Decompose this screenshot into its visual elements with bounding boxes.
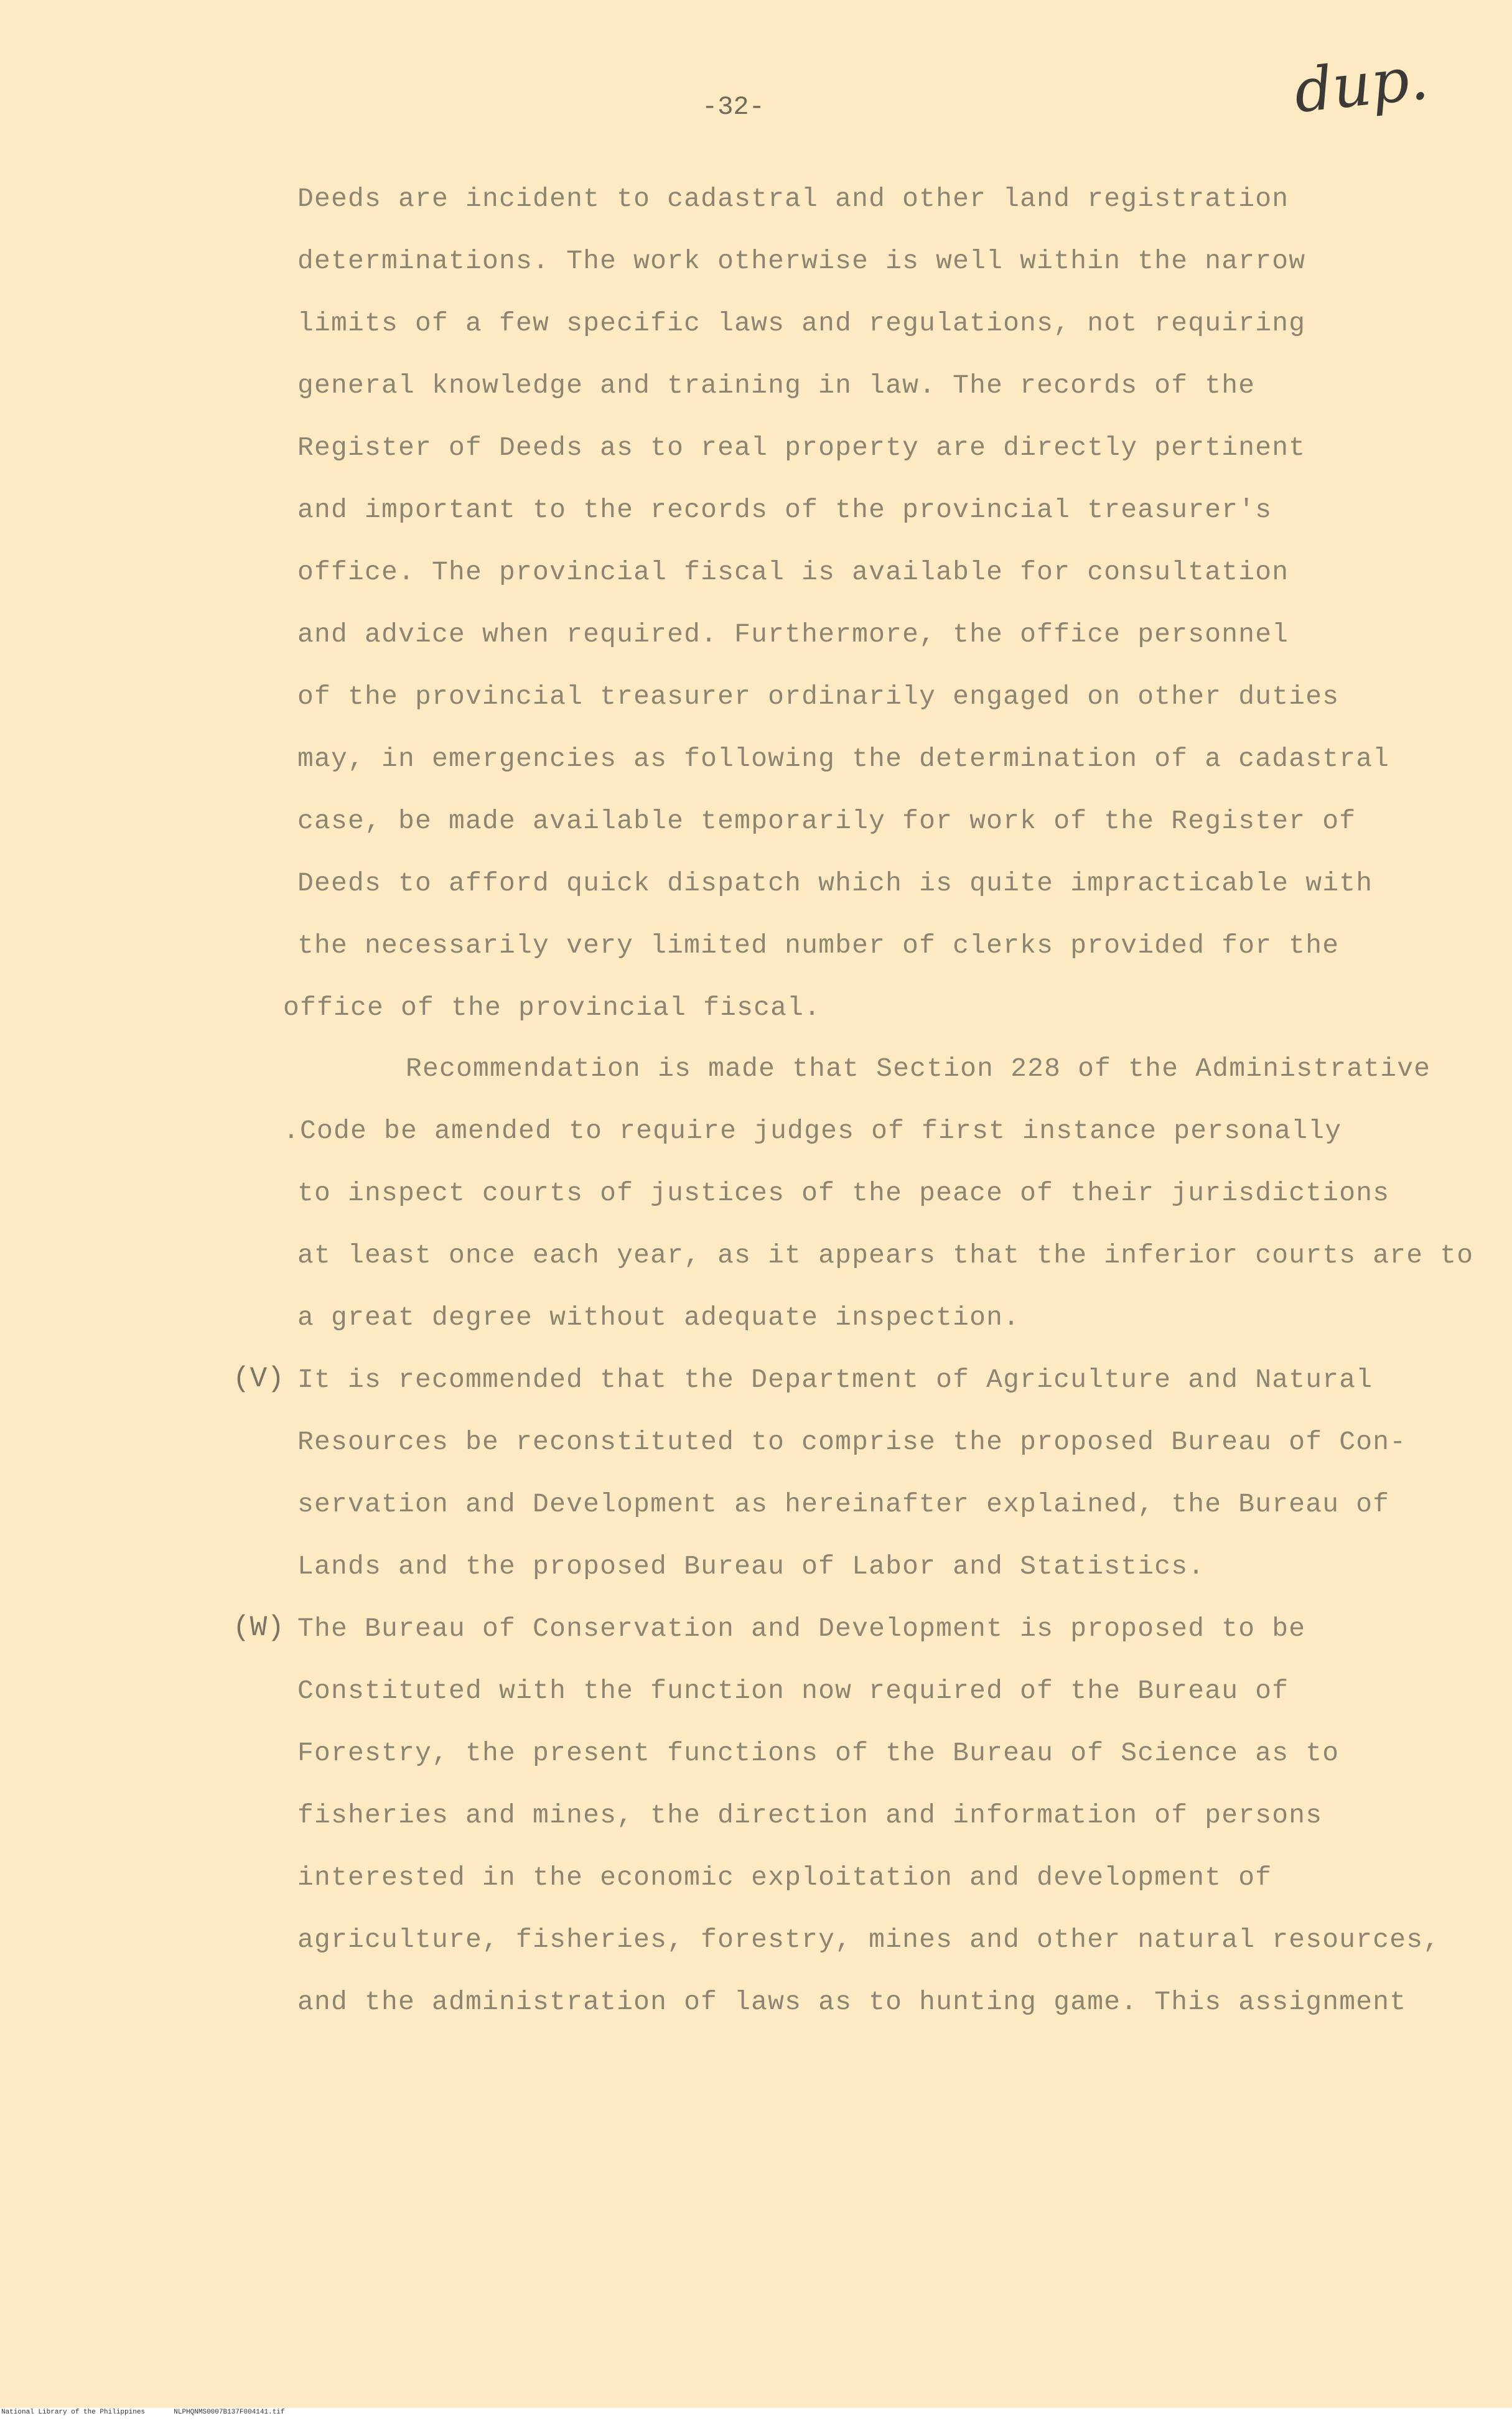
text-line: office of the provincial fiscal. — [283, 992, 821, 1023]
section-label-v: (V) — [233, 1363, 284, 1395]
text-line: determinations. The work otherwise is well within the narrow — [297, 246, 1306, 276]
text-line: may, in emergencies as following the determination of a cadastral — [297, 744, 1390, 774]
text-line: agriculture, fisheries, forestry, mines and other natural resources, — [297, 1924, 1440, 1955]
text-line: Resources be reconstituted to comprise the proposed Bureau of Con- — [297, 1427, 1407, 1457]
footer-institution: National Library of the Philippines — [1, 2409, 146, 2416]
text-line: .Code be amended to require judges of first instance personally — [283, 1116, 1342, 1146]
text-line: a great degree without adequate inspection. — [297, 1302, 1020, 1333]
text-line: and advice when required. Furthermore, the office personnel — [297, 619, 1289, 650]
text-line: Lands and the proposed Bureau of Labor and Statistics. — [297, 1551, 1205, 1582]
text-line: interested in the economic exploitation and development of — [297, 1862, 1272, 1893]
text-line: to inspect courts of justices of the peace of their jurisdictions — [297, 1178, 1390, 1208]
text-line: Deeds to afford quick dispatch which is quite impracticable with — [297, 868, 1373, 898]
footer-file-id: NLPHQNMS0007B137F004141.tif — [174, 2409, 285, 2416]
text-line: It is recommended that the Department of Agriculture and Natural — [297, 1364, 1373, 1395]
handwritten-annotation: dup. — [1290, 43, 1432, 126]
text-line: Forestry, the present functions of the Bureau of Science as to — [297, 1738, 1340, 1768]
text-line: of the provincial treasurer ordinarily engaged on other duties — [297, 681, 1340, 712]
text-line: general knowledge and training in law. The records of the — [297, 370, 1256, 401]
text-line: Recommendation is made that Section 228 of the Administrative — [406, 1053, 1431, 1084]
text-line: Constituted with the function now required of the Bureau of — [297, 1676, 1289, 1706]
text-line: case, be made available temporarily for work of the Register of — [297, 806, 1356, 836]
text-line: at least once each year, as it appears that the inferior courts are to — [297, 1240, 1474, 1271]
text-line: Register of Deeds as to real property are directly pertinent — [297, 432, 1306, 463]
text-line: office. The provincial fiscal is available for consultation — [297, 557, 1289, 587]
text-line: limits of a few specific laws and regulations, not requiring — [297, 308, 1306, 338]
text-line: The Bureau of Conservation and Development is proposed to be — [297, 1613, 1306, 1644]
text-line: the necessarily very limited number of clerks provided for the — [297, 930, 1340, 961]
text-line: servation and Development as hereinafter explained, the Bureau of — [297, 1489, 1390, 1519]
footer-strip — [0, 2408, 1512, 2421]
text-line: Deeds are incident to cadastral and other land registration — [297, 184, 1289, 214]
page-number: -32- — [702, 92, 765, 122]
footer-text — [1, 2409, 285, 2416]
text-line: and the administration of laws as to hunting game. This assignment — [297, 1987, 1407, 2017]
text-line: fisheries and mines, the direction and information of persons — [297, 1800, 1323, 1831]
text-line: and important to the records of the provincial treasurer's — [297, 495, 1272, 525]
section-label-w: (W) — [233, 1612, 284, 1644]
